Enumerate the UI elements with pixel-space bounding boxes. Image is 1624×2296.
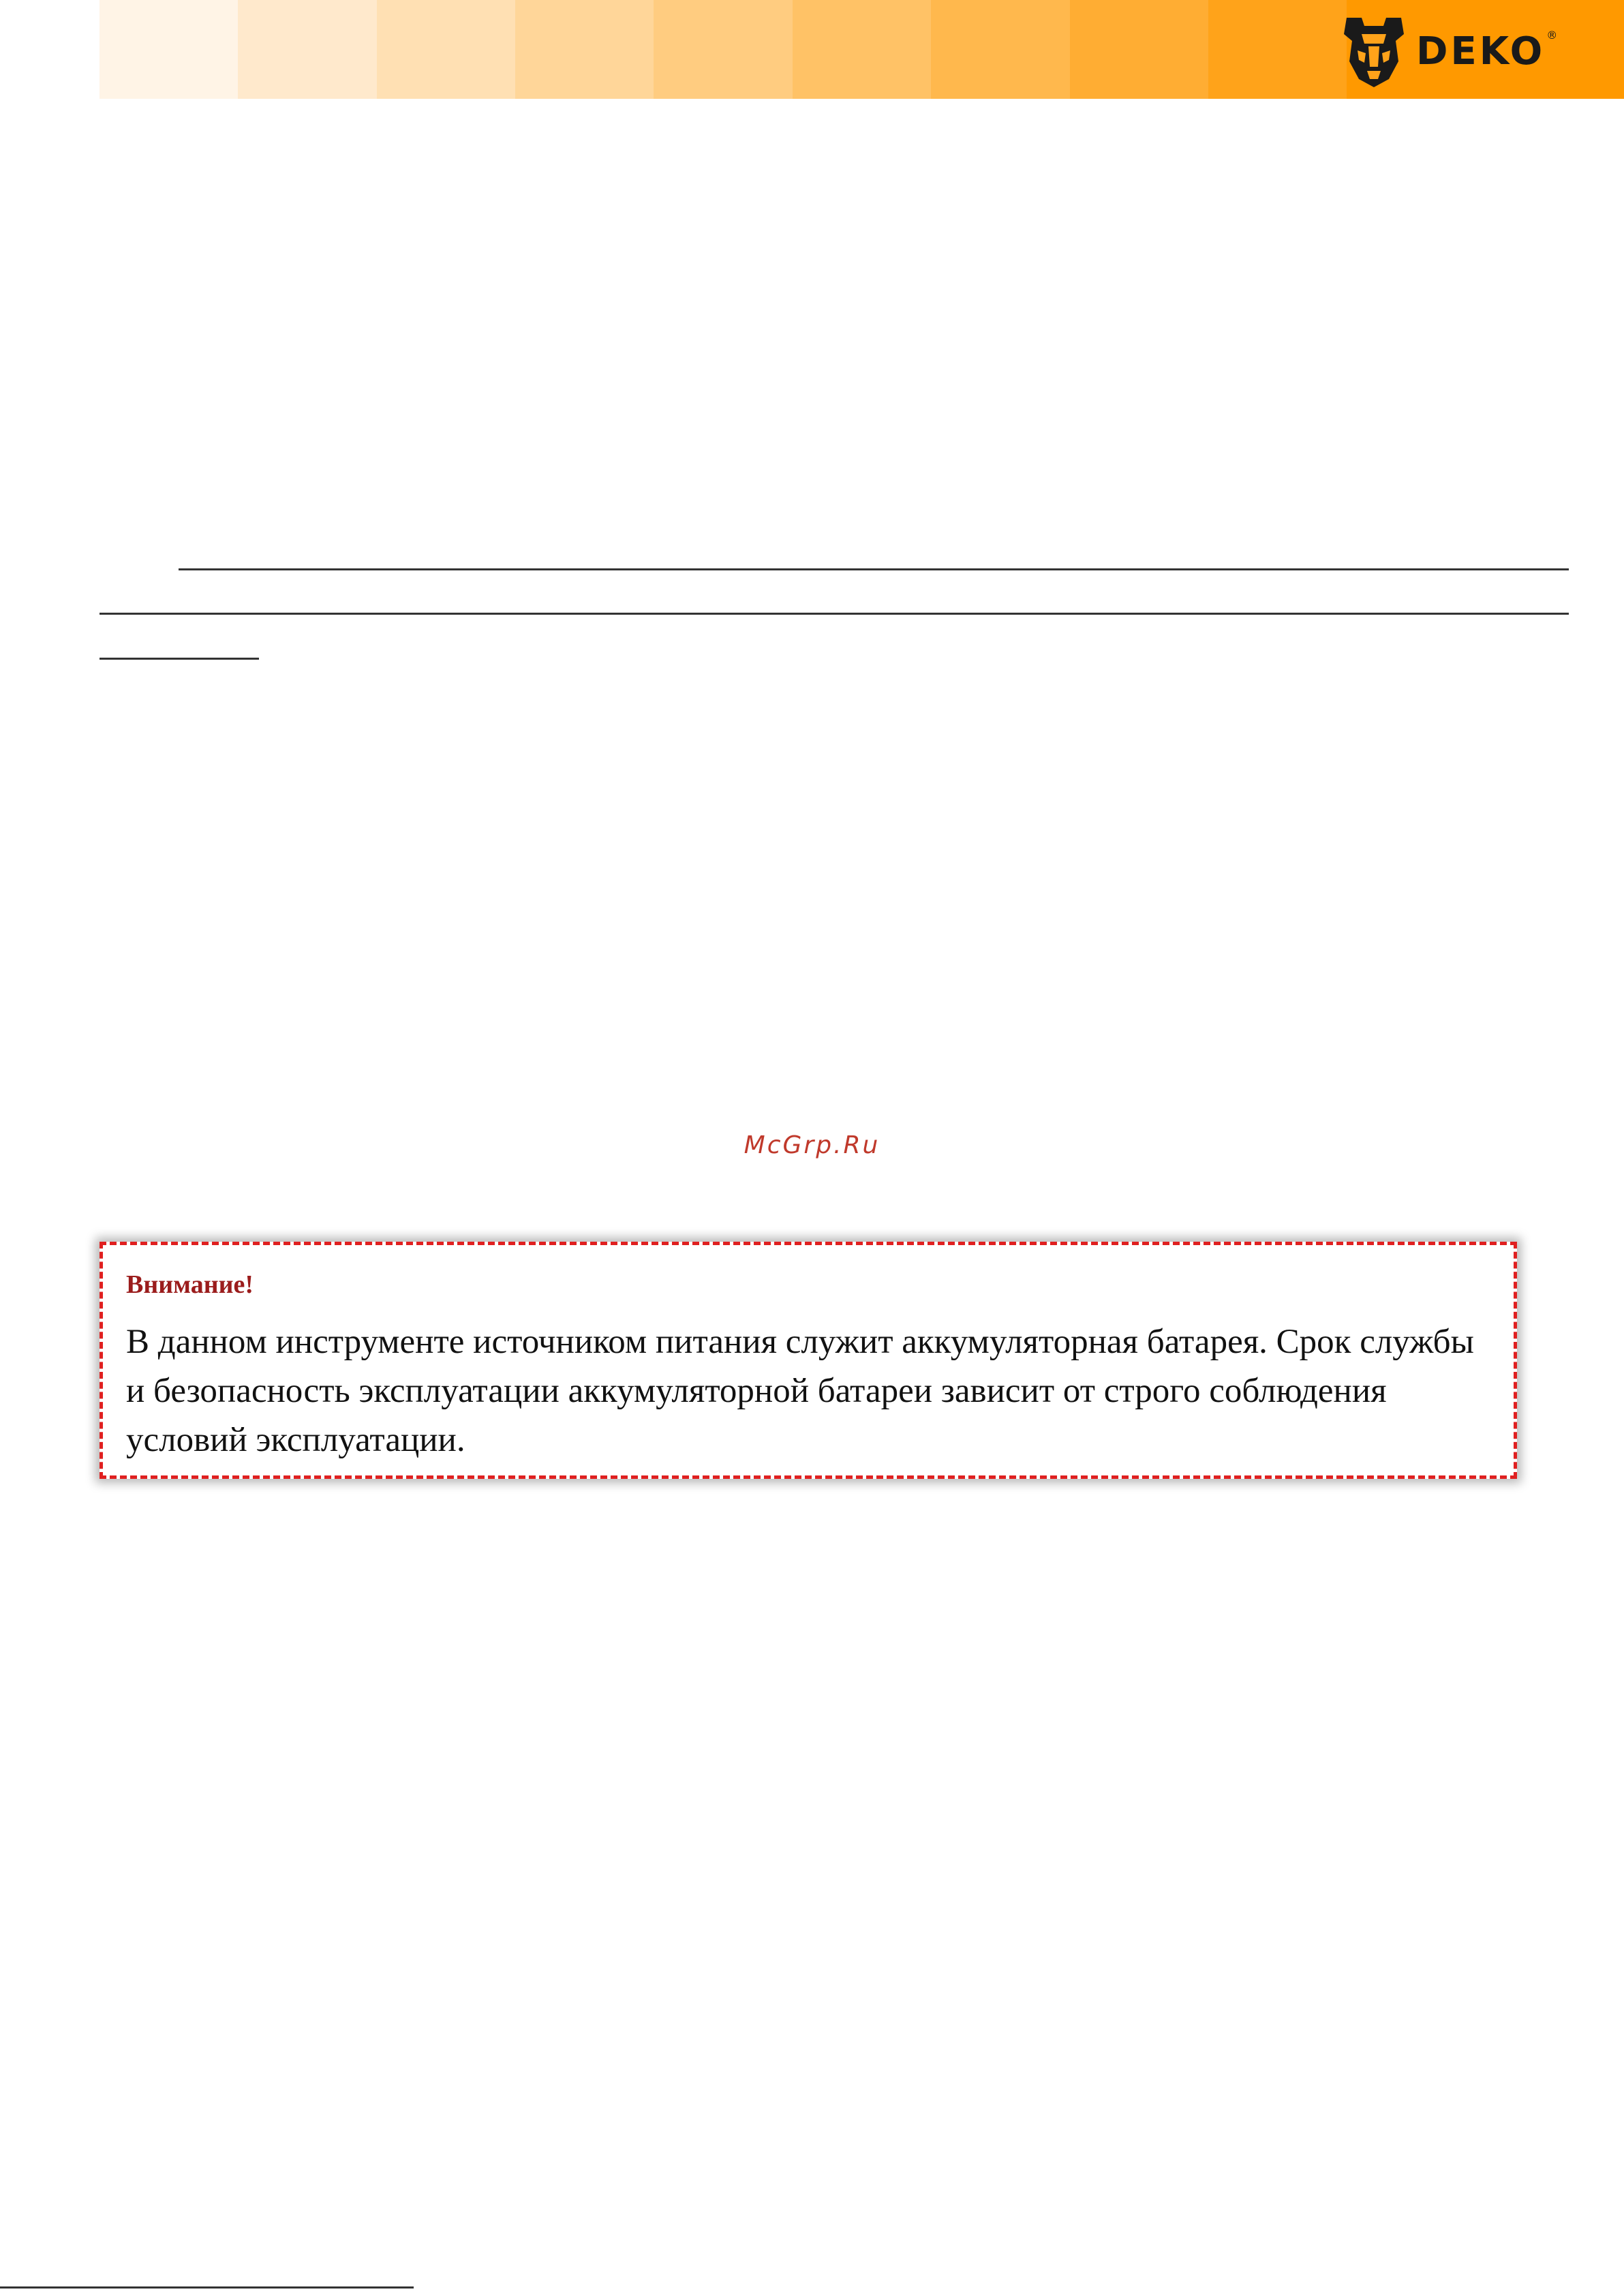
horizontal-rule — [179, 568, 1569, 570]
registered-mark: ® — [1546, 29, 1558, 42]
header-band-segment — [1070, 0, 1208, 99]
header-band-segment — [793, 0, 931, 99]
header-band-segment — [377, 0, 515, 99]
header-band-segment — [1208, 0, 1347, 99]
notice-title: Внимание! — [126, 1270, 254, 1299]
header-band-segment — [99, 0, 238, 99]
horizontal-rule — [99, 613, 1569, 615]
brand-name: DEKO — [1416, 29, 1546, 74]
notice-body: В данном инструменте источником питания служит аккумуляторная батарея. Срок службы и безопасность эксплуатации аккумуляторной батареи зависит от строго соблюдения условий эксплуатации. — [126, 1323, 1474, 1459]
header-band-segment — [654, 0, 792, 99]
short-underline — [99, 658, 259, 660]
header-band-segment — [515, 0, 654, 99]
footnote-rule — [0, 2286, 414, 2289]
watermark: McGrp.Ru — [744, 1131, 880, 1159]
deko-robot-head-icon — [1341, 14, 1407, 90]
header-band-segment — [931, 0, 1069, 99]
deko-logo — [1341, 11, 1557, 93]
header-band-segment — [238, 0, 376, 99]
warning-notice-box — [99, 1242, 1517, 1479]
